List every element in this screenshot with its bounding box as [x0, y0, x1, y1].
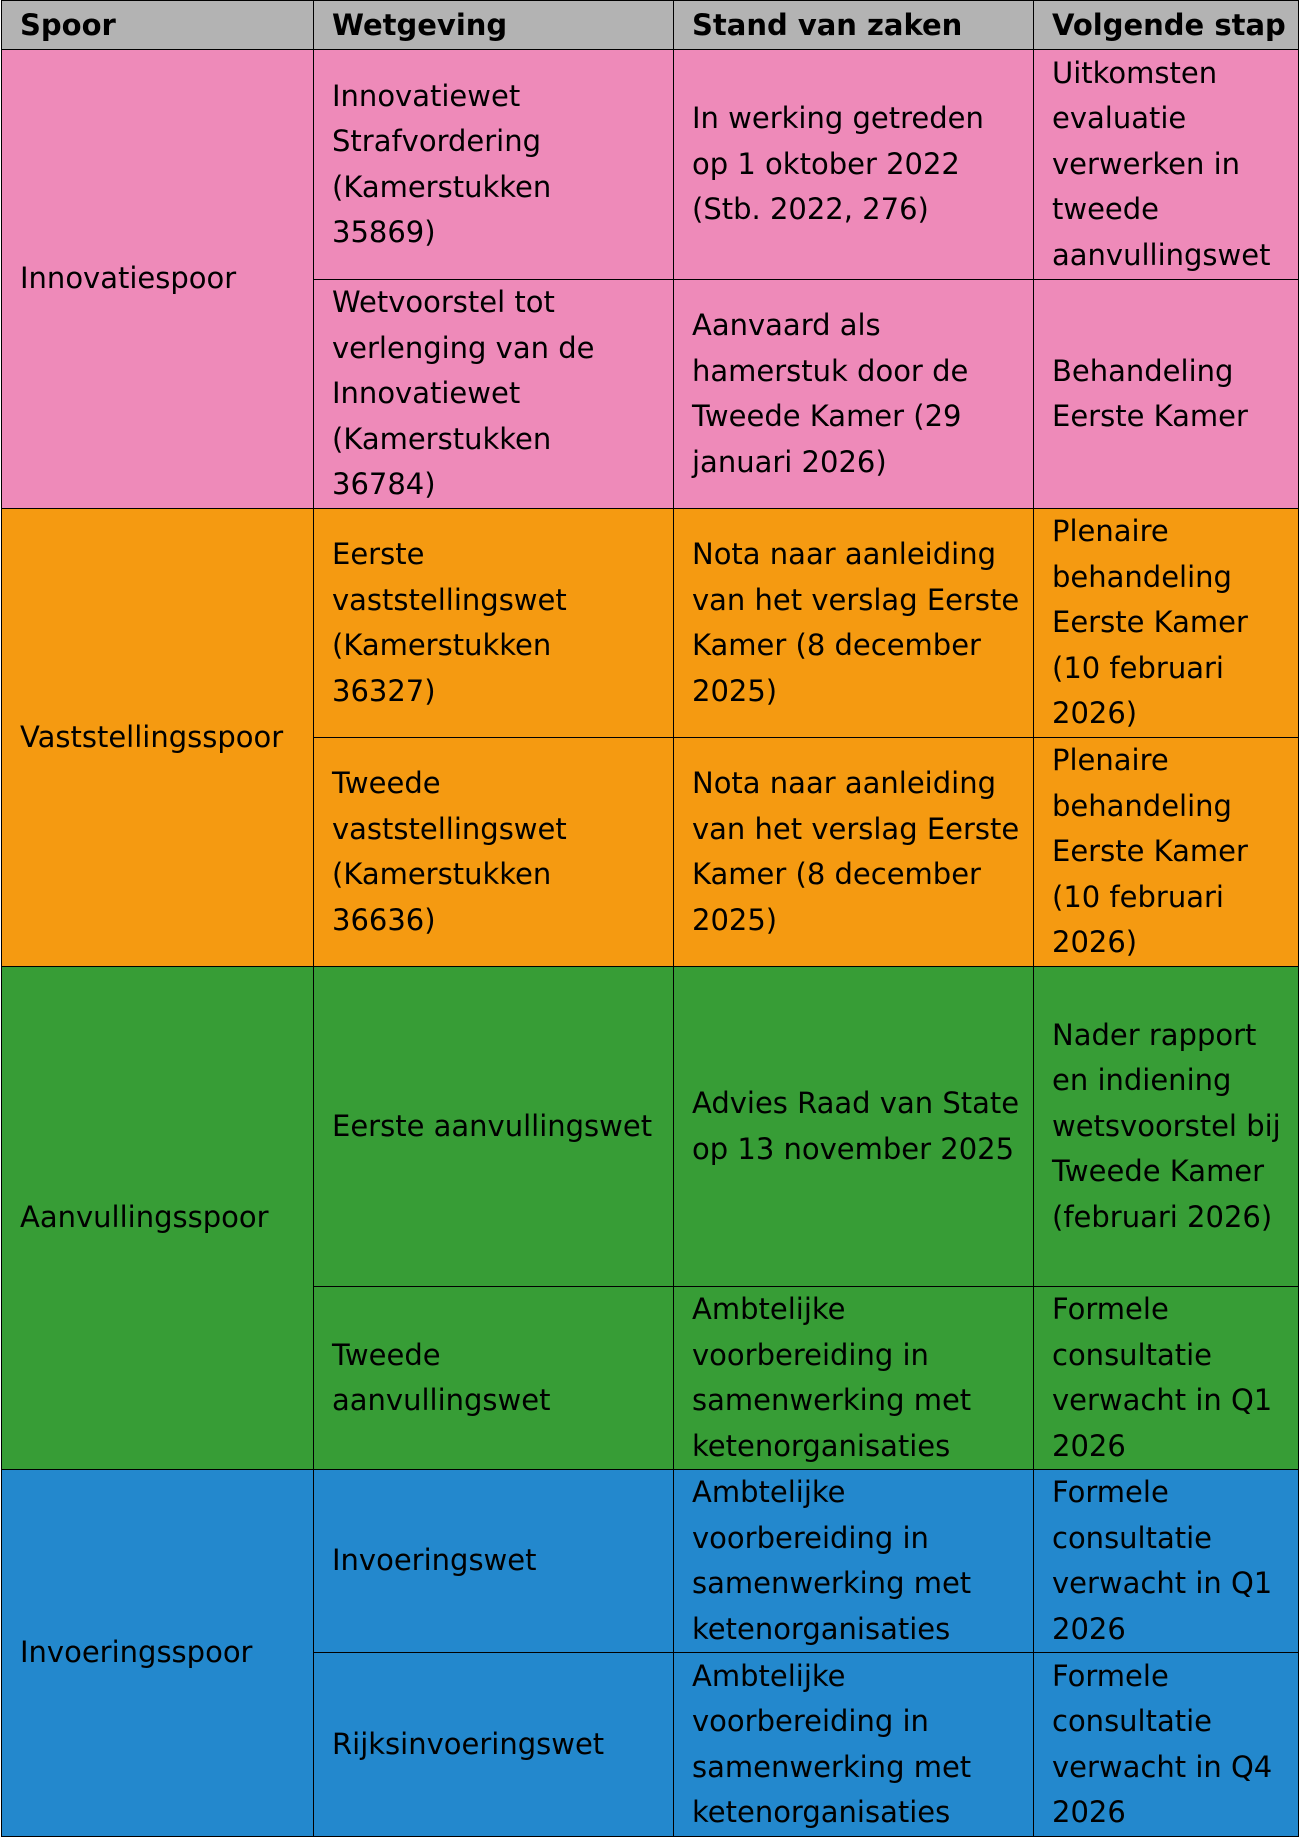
volgende-cell: Formele consultatie verwacht in Q1 2026	[1034, 1287, 1299, 1470]
table-row	[2, 509, 1299, 738]
header-volgende-stap: Volgende stap	[1034, 1, 1299, 50]
wetgeving-cell: Rijksinvoeringswet	[314, 1653, 674, 1837]
spoor-cell-vaststellingsspoor: Vaststellingsspoor	[2, 509, 314, 967]
wetgeving-cell: Eerste vaststellingswet (Kamerstukken 36327)	[314, 509, 674, 738]
header-stand-van-zaken: Stand van zaken	[674, 1, 1034, 50]
volgende-cell: Behandeling Eerste Kamer	[1034, 280, 1299, 509]
stand-cell: Ambtelijke voorbereiding in samenwerking met ketenorganisaties	[674, 1653, 1034, 1837]
stand-cell: Aanvaard als hamerstuk door de Tweede Kamer (29 januari 2026)	[674, 280, 1034, 509]
wetgeving-cell: Wetvoorstel tot verlenging van de Innovatiewet (Kamerstukken 36784)	[314, 280, 674, 509]
wetgeving-cell: Innovatiewet Strafvordering (Kamerstukken 35869)	[314, 50, 674, 280]
header-spoor: Spoor	[2, 1, 314, 50]
table-row	[2, 967, 1299, 1287]
stand-cell: In werking getreden op 1 oktober 2022 (Stb. 2022, 276)	[674, 50, 1034, 280]
volgende-cell: Nader rapport en indiening wetsvoorstel bij Tweede Kamer (februari 2026)	[1034, 967, 1299, 1287]
volgende-cell: Plenaire behandeling Eerste Kamer (10 februari 2026)	[1034, 738, 1299, 967]
spoor-cell-innovatiespoor: Innovatiespoor	[2, 50, 314, 509]
volgende-cell: Formele consultatie verwacht in Q1 2026	[1034, 1470, 1299, 1653]
wetgeving-cell: Tweede vaststellingswet (Kamerstukken 36636)	[314, 738, 674, 967]
legislation-status-table	[1, 0, 1299, 1837]
header-wetgeving: Wetgeving	[314, 1, 674, 50]
wetgeving-cell: Eerste aanvullingswet	[314, 967, 674, 1287]
wetgeving-cell: Tweede aanvullingswet	[314, 1287, 674, 1470]
header-row	[2, 1, 1299, 50]
stand-cell: Ambtelijke voorbereiding in samenwerking met ketenorganisaties	[674, 1287, 1034, 1470]
stand-cell: Nota naar aanleiding van het verslag Eerste Kamer (8 december 2025)	[674, 738, 1034, 967]
spoor-cell-aanvullingsspoor: Aanvullingsspoor	[2, 967, 314, 1470]
volgende-cell: Uitkomsten evaluatie verwerken in tweede aanvullingswet	[1034, 50, 1299, 280]
spoor-cell-invoeringsspoor: Invoeringsspoor	[2, 1470, 314, 1837]
wetgeving-cell: Invoeringswet	[314, 1470, 674, 1653]
volgende-cell: Formele consultatie verwacht in Q4 2026	[1034, 1653, 1299, 1837]
stand-cell: Advies Raad van State op 13 november 2025	[674, 967, 1034, 1287]
stand-cell: Ambtelijke voorbereiding in samenwerking met ketenorganisaties	[674, 1470, 1034, 1653]
table-row	[2, 1470, 1299, 1653]
table-row	[2, 50, 1299, 280]
stand-cell: Nota naar aanleiding van het verslag Eerste Kamer (8 december 2025)	[674, 509, 1034, 738]
volgende-cell: Plenaire behandeling Eerste Kamer (10 februari 2026)	[1034, 509, 1299, 738]
